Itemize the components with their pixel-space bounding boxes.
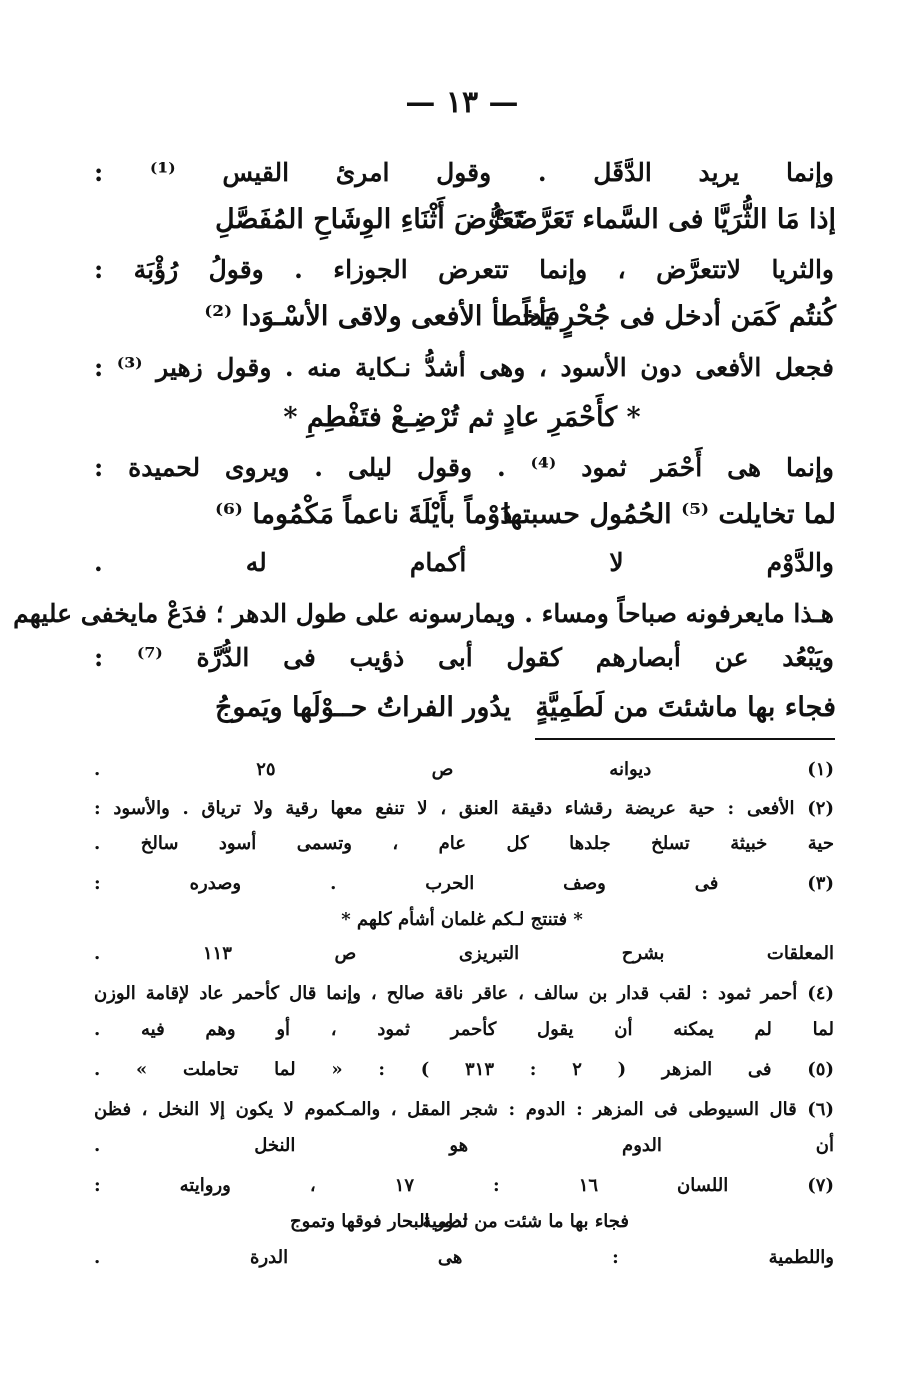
footnote-7-verse-first: فجاء بها ما شئت من لطمية xyxy=(422,1211,629,1232)
verse-3-single: * كأَحْمَرِ عادٍ ثم تُرْضِـعْ فتَفْطِمِ * xyxy=(283,402,641,433)
footnote-6-line-1: (٦) قال السيوطى فى المزهر : الدوم : شجر المقل ، والمـكموم لا يكون إلا النخل ، فظن xyxy=(94,1099,834,1120)
verse-4-second-hemistich: دَوْماً بأَيْلَةَ ناعماً مَكْمُوما ⁽⁶⁾ xyxy=(215,499,513,530)
body-line-4: وإنما هى أَحْمَر ثمود ⁽⁴⁾ . وقول ليلى . ويروى لحميدة : xyxy=(94,453,835,482)
footnote-7-line-1: (٧) اللسان ١٦ : ١٧ ، وروايته : xyxy=(94,1175,834,1196)
footnote-1: (١) ديوانه ص ٢٥ . xyxy=(94,759,834,780)
page-number: — ١٣ — xyxy=(405,85,519,120)
footnote-4-line-1: (٤) أحمر ثمود : لقب قدار بن سالف ، عاقر ناقة صالح ، وإنما قال كأحمر عاد لإقامة الوزن xyxy=(94,983,834,1004)
body-line-6: هـذا مايعرفونه صباحاً ومساء . ويمارسونه على طول الدهر ؛ فدَعْ مايخفى عليهم xyxy=(13,599,834,628)
footnote-2-line-1: (٢) الأفعى : حية عريضة رقشاء دقيقة العنق ، لا تنفع معها رقية ولا ترياق . والأسود : xyxy=(94,798,834,819)
verse-2-first-hemistich: كُنتُم كَمَن أدخل فى جُحْرٍ يَداً xyxy=(522,301,836,332)
verse-5-first-hemistich: فجاء بها ماشئتَ من لَطَمِيَّةٍ xyxy=(535,692,836,723)
footnote-7-verse-second: تدور البحار فوقها وتموج xyxy=(290,1211,468,1232)
verse-5-second-hemistich: يدُور الفراتُ حــوْلَها ويَموجُ xyxy=(215,692,512,723)
body-line-7: ويَبْعُد عن أبصارهم كقول أبى ذؤيب فى الدُّرَّة ⁽⁷⁾ : xyxy=(94,643,834,672)
footnote-6-line-2: أن الدوم هو النخل . xyxy=(94,1135,834,1156)
body-line-3: فجعل الأفعى دون الأسود ، وهى أشدُّ نـكاية منه . وقول زهير ⁽³⁾ : xyxy=(94,353,834,382)
body-line-2: والثريا لاتتعرَّض ، وإنما تتعرض الجوزاء . وقولُ رُؤْبَة : xyxy=(94,255,834,284)
body-line-5: والدَّوْم لا أكمام له . xyxy=(94,548,834,577)
footnote-5: (٥) فى المزهر ( ٢ : ٣١٣ ) : « لما تحاملت » . xyxy=(94,1059,834,1080)
verse-1-first-hemistich: إذا مَا الثُّرَيَّا فى السَّماء تَعَرَّضَتْ xyxy=(488,204,836,235)
footnote-2-line-2: حية خبيثة تسلخ جلدها كل عام ، وتسمى أسود سالخ . xyxy=(94,833,834,854)
footnote-separator xyxy=(535,738,835,740)
footnote-4-line-2: لما لم يمكنه أن يقول كأحمر ثمود ، أو وهم فيه . xyxy=(94,1019,834,1040)
footnote-3-verse: * فتنتج لـكم غلمان أشأم كلهم * xyxy=(341,909,583,930)
footnote-3-line-1: (٣) فى وصف الحرب . وصدره : xyxy=(94,873,834,894)
verse-4-first-hemistich: لما تخايلت ⁽⁵⁾ الحُمُول حسبتها xyxy=(502,499,836,530)
verse-1-second-hemistich: تَعَرُّضَ أَثْنَاءِ الوِشَاحِ المُفَصَّلِ xyxy=(215,204,523,235)
verse-2-second-hemistich: فأخطأ الأفعى ولاقى الأسْـوَدا ⁽²⁾ xyxy=(204,301,560,332)
body-line-1: وإنما يريد الدَّقَل . وقول امرئ القيس ⁽¹⁾ : xyxy=(94,158,834,187)
footnote-7-line-2: واللطمية : هى الدرة . xyxy=(94,1247,834,1268)
footnote-3-line-2: المعلقات بشرح التبريزى ص ١١٣ . xyxy=(94,943,834,964)
